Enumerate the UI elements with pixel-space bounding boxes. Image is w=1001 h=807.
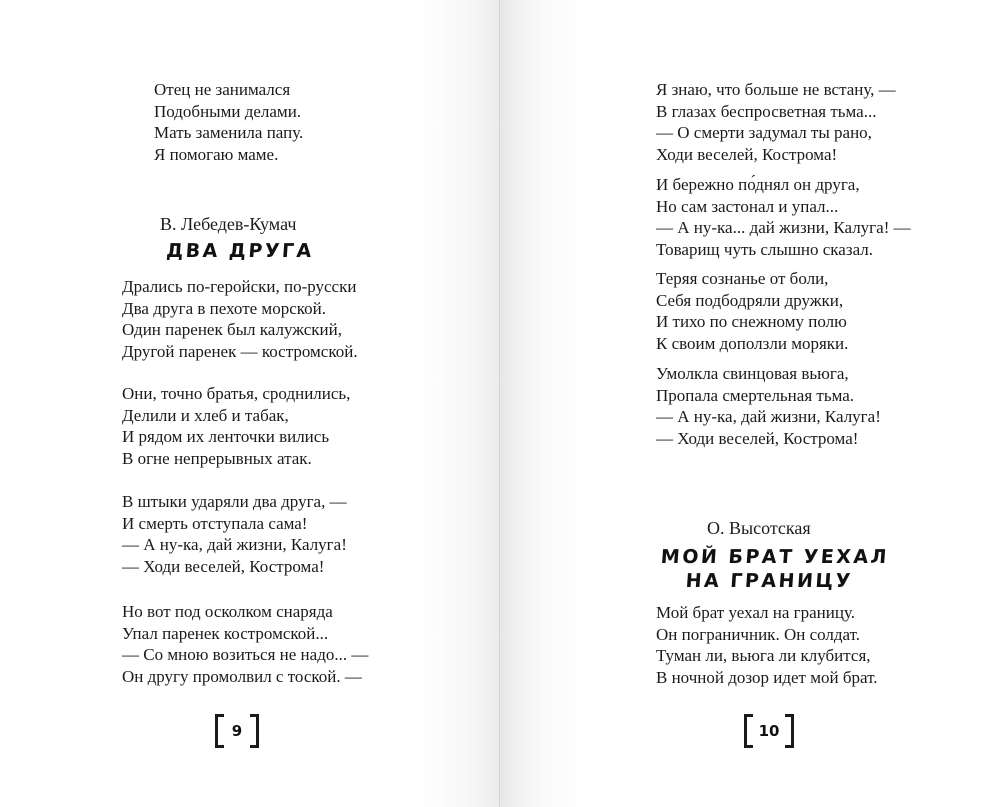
page-number	[212, 712, 262, 750]
stanza	[656, 174, 911, 260]
right-bracket-glyph	[250, 714, 259, 748]
left-bracket-glyph	[744, 714, 753, 748]
verse-line: Делили и хлеб и табак,	[122, 405, 289, 425]
page-number	[742, 712, 796, 750]
poem-author: В. Лебедев-Кумач	[160, 214, 297, 234]
verse-line: В ночной дозор идет мой брат.	[656, 667, 878, 687]
verse-line: Себя подбодряли дружки,	[656, 290, 844, 310]
verse-line: Дрались по-геройски, по-русски	[122, 277, 357, 296]
verse-line: Товарищ чуть слышно сказал.	[656, 239, 873, 259]
poem-title	[658, 545, 890, 593]
verse-line: — Ходи веселей, Кострома!	[122, 556, 325, 576]
poem-title-line: НА ГРАНИЦУ	[684, 570, 854, 592]
verse-line: Он другу промолвил с тоской. —	[122, 666, 362, 686]
verse-line: И бережно по́днял он друга,	[656, 175, 860, 194]
verse-line: Они, точно братья, сроднились,	[122, 384, 351, 403]
verse-line: Мой брат уехал на границу.	[656, 603, 856, 622]
verse-line: И тихо по снежному полю	[656, 312, 847, 331]
verse-line: — А ну-ка, дай жизни, Калуга!	[656, 407, 881, 426]
verse-line: Ходи веселей, Кострома!	[656, 144, 838, 164]
verse-line: Подобными делами.	[154, 101, 302, 121]
stanza	[122, 491, 347, 577]
verse-line: Упал паренек костромской...	[122, 623, 329, 643]
verse-line: Но вот под осколком снаряда	[122, 602, 333, 621]
verse-line: Туман ли, вьюга ли клубится,	[656, 646, 871, 665]
verse-line: Я знаю, что больше не встану, —	[656, 80, 896, 99]
left-bracket-glyph	[215, 714, 224, 748]
right-bracket-glyph	[785, 714, 794, 748]
verse-line: Мать заменила папу.	[154, 123, 304, 142]
verse-line: Он пограничник. Он солдат.	[656, 624, 861, 644]
verse-line: — О смерти задумал ты рано,	[656, 123, 872, 142]
verse-line: В глазах беспросветная тьма...	[656, 101, 877, 121]
stanza	[122, 383, 350, 469]
verse-line: В огне непрерывных атак.	[122, 448, 312, 468]
verse-line: И рядом их ленточки вились	[122, 427, 330, 446]
verse-line: Отец не занимался	[154, 80, 291, 99]
poem-title-line: МОЙ БРАТ УЕХАЛ	[660, 546, 890, 568]
verse-line: — Со мною возиться не надо... —	[122, 645, 369, 664]
verse-line: Но сам застонал и упал...	[656, 196, 839, 216]
stanza	[122, 601, 368, 687]
verse-line: — Ходи веселей, Кострома!	[656, 428, 859, 448]
verse-line: — А ну-ка, дай жизни, Калуга!	[122, 535, 347, 554]
stanza	[122, 276, 358, 362]
left-page	[0, 0, 500, 807]
verse-line: Пропала смертельная тьма.	[656, 385, 855, 405]
right-page	[500, 0, 1001, 807]
stanza	[656, 363, 881, 449]
verse-line: Умолкла свинцовая вьюга,	[656, 364, 849, 383]
poem-title: ДВА ДРУГА	[165, 240, 315, 262]
verse-line: Один паренек был калужский,	[122, 320, 342, 339]
verse-line: И смерть отступала сама!	[122, 513, 308, 533]
verse-line: Другой паренек — костромской.	[122, 341, 358, 361]
page-number-value: 10	[758, 722, 780, 740]
stanza	[656, 79, 896, 165]
poem-author: О. Высотская	[707, 518, 811, 538]
verse-line: Я помогаю маме.	[154, 144, 279, 164]
verse-line: — А ну-ка... дай жизни, Калуга! —	[656, 218, 911, 237]
verse-line: Два друга в пехоте морской.	[122, 298, 326, 318]
stanza	[656, 268, 848, 354]
verse-line: Теряя сознанье от боли,	[656, 269, 829, 288]
poem-continuation-stanza	[154, 79, 303, 165]
stanza	[656, 602, 878, 688]
page-number-value: 9	[231, 722, 243, 740]
verse-line: К своим доползли моряки.	[656, 333, 849, 353]
verse-line: В штыки ударяли два друга, —	[122, 492, 347, 511]
